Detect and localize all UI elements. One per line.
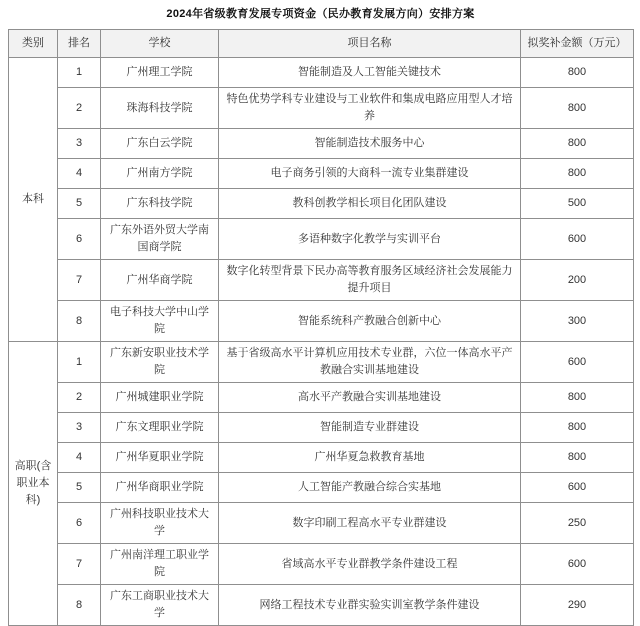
project-cell: 特色优势学科专业建设与工业软件和集成电路应用型人才培养 — [219, 88, 521, 129]
table-row — [9, 189, 634, 219]
amount-cell: 800 — [521, 383, 634, 413]
project-cell: 多语种数字化教学与实训平台 — [219, 219, 521, 260]
amount-cell: 600 — [521, 219, 634, 260]
amount-cell: 600 — [521, 544, 634, 585]
table-row — [9, 159, 634, 189]
school-cell: 广东科技学院 — [101, 189, 219, 219]
project-cell: 人工智能产教融合综合实基地 — [219, 473, 521, 503]
school-cell: 广州城建职业学院 — [101, 383, 219, 413]
school-cell: 广东工商职业技术大学 — [101, 585, 219, 626]
amount-cell: 800 — [521, 443, 634, 473]
table-row — [9, 58, 634, 88]
amount-cell: 600 — [521, 473, 634, 503]
rank-cell: 1 — [58, 58, 101, 88]
table-row — [9, 473, 634, 503]
rank-cell: 1 — [58, 342, 101, 383]
amount-cell: 600 — [521, 342, 634, 383]
col-header-school: 学校 — [101, 30, 219, 58]
amount-cell: 800 — [521, 413, 634, 443]
table-row — [9, 503, 634, 544]
rank-cell: 5 — [58, 189, 101, 219]
project-cell: 广州华夏急救教育基地 — [219, 443, 521, 473]
project-cell: 高水平产教融合实训基地建设 — [219, 383, 521, 413]
rank-cell: 3 — [58, 413, 101, 443]
amount-cell: 300 — [521, 301, 634, 342]
table-row — [9, 260, 634, 301]
amount-cell: 290 — [521, 585, 634, 626]
school-cell: 电子科技大学中山学院 — [101, 301, 219, 342]
amount-cell: 800 — [521, 159, 634, 189]
school-cell: 广东外语外贸大学南国商学院 — [101, 219, 219, 260]
table-body — [9, 58, 634, 626]
table-row — [9, 88, 634, 129]
amount-cell: 500 — [521, 189, 634, 219]
project-cell: 省域高水平专业群教学条件建设工程 — [219, 544, 521, 585]
table-row — [9, 443, 634, 473]
funding-table — [8, 29, 634, 626]
rank-cell: 6 — [58, 219, 101, 260]
project-cell: 智能制造技术服务中心 — [219, 129, 521, 159]
rank-cell: 8 — [58, 585, 101, 626]
rank-cell: 2 — [58, 383, 101, 413]
header-row — [9, 30, 634, 58]
project-cell: 基于省级高水平计算机应用技术专业群，六位一体高水平产教融合实训基地建设 — [219, 342, 521, 383]
school-cell: 广东白云学院 — [101, 129, 219, 159]
amount-cell: 800 — [521, 129, 634, 159]
table-row — [9, 585, 634, 626]
col-header-category: 类别 — [9, 30, 58, 58]
school-cell: 广州华夏职业学院 — [101, 443, 219, 473]
school-cell: 广州科技职业技术大学 — [101, 503, 219, 544]
rank-cell: 8 — [58, 301, 101, 342]
table-row — [9, 219, 634, 260]
school-cell: 广东新安职业技术学院 — [101, 342, 219, 383]
rank-cell: 3 — [58, 129, 101, 159]
col-header-project: 项目名称 — [219, 30, 521, 58]
project-cell: 智能系统科产教融合创新中心 — [219, 301, 521, 342]
rank-cell: 2 — [58, 88, 101, 129]
school-cell: 广州华商职业学院 — [101, 473, 219, 503]
table-row — [9, 129, 634, 159]
project-cell: 数字印刷工程高水平专业群建设 — [219, 503, 521, 544]
page-title: 2024年省级教育发展专项资金（民办教育发展方向）安排方案 — [166, 8, 475, 20]
rank-cell: 5 — [58, 473, 101, 503]
category-cell-benke: 本科 — [9, 58, 58, 342]
school-cell: 广东文理职业学院 — [101, 413, 219, 443]
table-row — [9, 413, 634, 443]
project-cell: 智能制造及人工智能关键技术 — [219, 58, 521, 88]
rank-cell: 7 — [58, 544, 101, 585]
school-cell: 广州南方学院 — [101, 159, 219, 189]
rank-cell: 4 — [58, 159, 101, 189]
col-header-rank: 排名 — [58, 30, 101, 58]
category-cell-gaozhi: 高职(含职业本科) — [9, 342, 58, 626]
table-row — [9, 301, 634, 342]
project-cell: 电子商务引领的大商科一流专业集群建设 — [219, 159, 521, 189]
table-header — [9, 30, 634, 58]
table-row — [9, 383, 634, 413]
rank-cell: 7 — [58, 260, 101, 301]
project-cell: 教科创教学相长项目化团队建设 — [219, 189, 521, 219]
table-row — [9, 544, 634, 585]
school-cell: 广州南洋理工职业学院 — [101, 544, 219, 585]
school-cell: 珠海科技学院 — [101, 88, 219, 129]
amount-cell: 800 — [521, 88, 634, 129]
school-cell: 广州华商学院 — [101, 260, 219, 301]
school-cell: 广州理工学院 — [101, 58, 219, 88]
rank-cell: 6 — [58, 503, 101, 544]
rank-cell: 4 — [58, 443, 101, 473]
amount-cell: 800 — [521, 58, 634, 88]
project-cell: 网络工程技术专业群实验实训室教学条件建设 — [219, 585, 521, 626]
amount-cell: 200 — [521, 260, 634, 301]
col-header-amount: 拟奖补金额（万元） — [521, 30, 634, 58]
amount-cell: 250 — [521, 503, 634, 544]
project-cell: 数字化转型背景下民办高等教育服务区域经济社会发展能力提升项目 — [219, 260, 521, 301]
table-row — [9, 342, 634, 383]
project-cell: 智能制造专业群建设 — [219, 413, 521, 443]
